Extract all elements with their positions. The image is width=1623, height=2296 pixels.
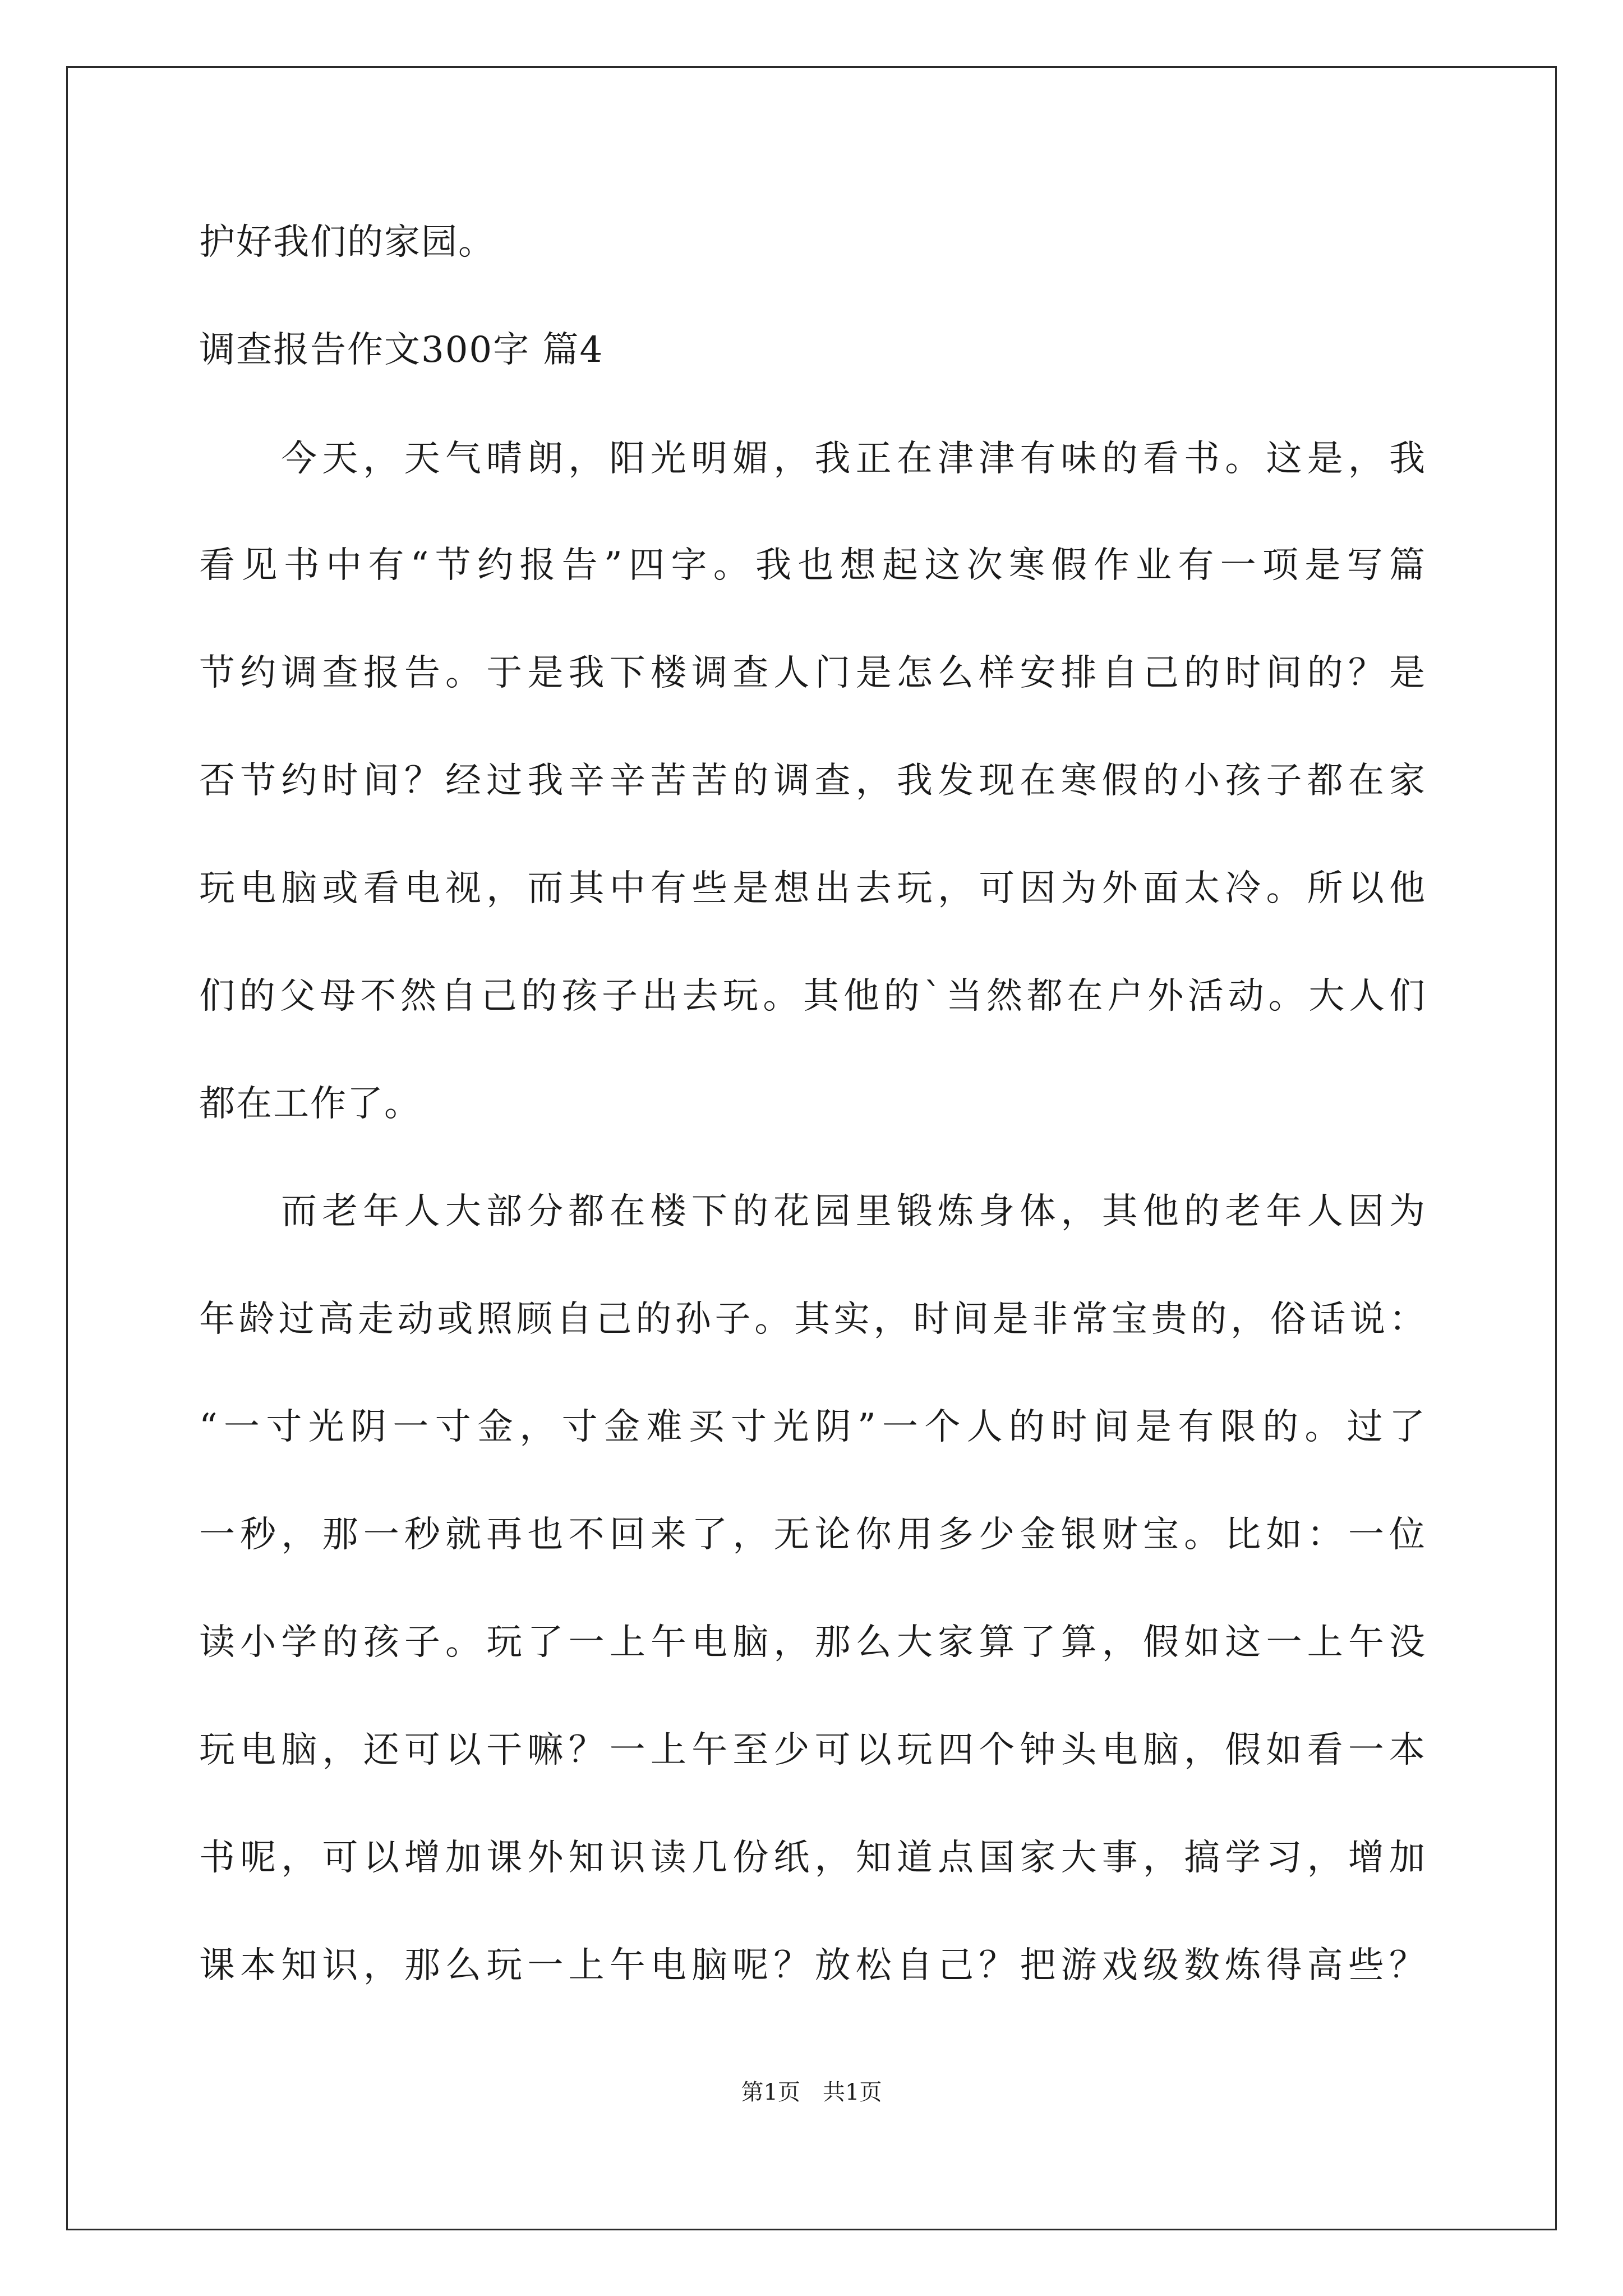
text-line: 玩电脑或看电视，而其中有些是想出去玩，可因为外面太冷。所以他 — [199, 868, 1426, 909]
text-line: 玩电脑，还可以干嘛？一上午至少可以玩四个钟头电脑，假如看一本 — [199, 1729, 1426, 1771]
text-line: 否节约时间？经过我辛辛苦苦的调查，我发现在寒假的小孩子都在家 — [199, 760, 1426, 802]
section-heading: 调查报告作文300字 篇4 — [199, 329, 604, 371]
text-line: 而老年人大部分都在楼下的花园里锻炼身体，其他的老年人因为 — [281, 1191, 1426, 1232]
text-line: 读小学的孩子。玩了一上午电脑，那么大家算了算，假如这一上午没 — [199, 1622, 1426, 1663]
page-number: 第1页 — [741, 2079, 800, 2105]
page-border — [66, 66, 1557, 2230]
text-line: 护好我们的家园。 — [199, 222, 495, 263]
text-line: 都在工作了。 — [199, 1083, 421, 1125]
page-footer — [0, 2078, 1623, 2106]
text-line: 们的父母不然自己的孩子出去玩。其他的`当然都在户外活动。大人们 — [199, 976, 1426, 1017]
text-line: 年龄过高走动或照顾自己的孙子。其实，时间是非常宝贵的，俗话说： — [199, 1299, 1426, 1340]
text-line: 书呢，可以增加课外知识读几份纸，知道点国家大事，搞学习，增加 — [199, 1837, 1426, 1879]
text-line: 看见书中有“节约报告”四字。我也想起这次寒假作业有一项是写篇 — [199, 545, 1426, 586]
text-line: 节约调查报告。于是我下楼调查人门是怎么样安排自己的时间的？是 — [199, 652, 1426, 694]
text-line: “一寸光阴一寸金，寸金难买寸光阴”一个人的时间是有限的。过了 — [199, 1406, 1426, 1448]
text-line: 一秒，那一秒就再也不回来了，无论你用多少金银财宝。比如：一位 — [199, 1514, 1426, 1556]
text-line: 课本知识，那么玩一上午电脑呢？放松自己？把游戏级数炼得高些？ — [199, 1945, 1426, 1986]
page-total: 共1页 — [823, 2079, 882, 2105]
text-line: 今天，天气晴朗，阳光明媚，我正在津津有味的看书。这是，我 — [281, 438, 1426, 480]
